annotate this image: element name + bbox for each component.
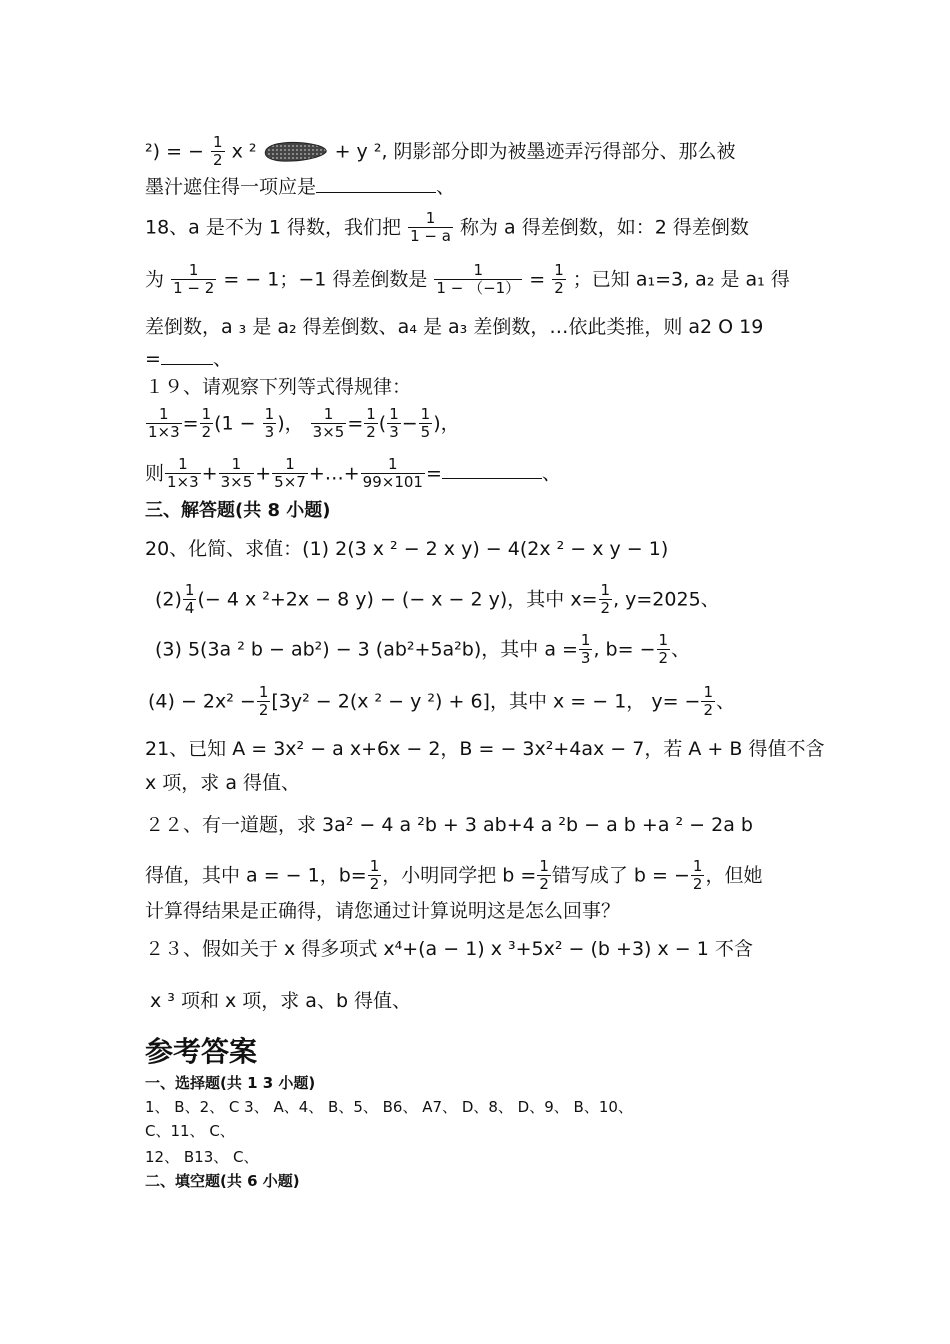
q19-line2: $\frac{1}{1\times 3}$ = $\frac{1}{2}$ (1 − $\frac{1}{3}$ )， $\frac{1}{3\times 5}$ = $\frac{1}{2}$ ( $\frac{1}{3}$ − $\frac{1}{5}$ )， — [148, 405, 460, 442]
q23-line1: ２３、假如关于 x 得多项式 x⁴+(a − 1) x ³+5x² − (b +3) x − 1 不含 — [145, 938, 753, 960]
fraction: $\frac{1}{5}$ — [420, 405, 431, 442]
fraction: $\frac{1}{2}$ — [369, 857, 380, 894]
fraction: $\frac{1}{3}$ — [580, 631, 591, 668]
answers-title: 参考答案 — [145, 1035, 258, 1068]
q17-line2: 墨汁遮住得一项应是 、 — [145, 176, 456, 198]
fraction: $\frac{1}{2}$ — [258, 683, 269, 720]
q20-line2: (2) $\frac{1}{4}$ (− 4 x ²+2x − 8 y) − (− x − 2 y)，其中 x= $\frac{1}{2}$ , y=2025、 — [155, 581, 720, 618]
fraction: $\frac{1}{2}$ — [658, 631, 669, 668]
fraction: $\frac{1}{4}$ — [184, 581, 195, 618]
q21-line2: x 项，求 a 得值、 — [145, 772, 301, 794]
fraction: $\frac{1}{3}$ — [389, 405, 399, 442]
answer-blank — [316, 191, 436, 193]
answer-blank — [161, 363, 213, 365]
fraction: $\frac{1}{3}$ — [264, 405, 275, 442]
section-heading: 三、解答题(共 8 小题) — [145, 500, 331, 521]
q19-line1: １９、请观察下列等式得规律： — [145, 376, 412, 398]
q18-line2: 为 $\frac{1}{1 - 2}$ = − 1；−1 得差倒数是 $\frac{1}{1 - (-1)}$ = $\frac{1}{2}$ ；已知 a₁=3, a₂ 是 a₁ 得 — [145, 261, 790, 298]
q19-line3: 则 $\frac{1}{1\times 3}$ + $\frac{1}{3\times 5}$ + $\frac{1}{5\times 7}$ +…+ $\frac{1}{99\times 101}$ = 、 — [145, 455, 561, 492]
q23-line2: x ³ 项和 x 项，求 a、b 得值、 — [150, 990, 412, 1012]
answers-section2: 二、填空题(共 6 小题) — [145, 1172, 300, 1190]
fraction: $\frac{1}{2}$ — [213, 133, 223, 170]
fraction: $\frac{1}{2}$ — [600, 581, 611, 618]
q22-line3: 计算得结果是正确得，请您通过计算说明这是怎么回事？ — [145, 900, 621, 922]
fraction: $\frac{1}{2}$ — [692, 857, 703, 894]
q20-line1: 20、化简、求值：(1) 2(3 x ² − 2 x y) − 4(2x ² − x y − 1) — [145, 538, 669, 560]
fraction: $\frac{1}{2}$ — [539, 857, 549, 894]
fraction: $\frac{1}{1 - a}$ — [410, 209, 451, 246]
q20-line4: (4) − 2x² − $\frac{1}{2}$ [3y² − 2(x ² − y ²) + 6]，其中 x = − 1， y= − $\frac{1}{2}$ 、 — [148, 683, 736, 720]
answers-line1: 1、 B、2、 C 3、 A、4、 B、5、 B6、 A7、 D、8、 D、9、 B、10、 — [145, 1098, 633, 1116]
fraction: $\frac{1}{2}$ — [703, 683, 713, 720]
fraction: $\frac{1}{5\times 7}$ — [274, 455, 306, 492]
fraction: $\frac{1}{99\times 101}$ — [362, 455, 423, 492]
ink-blot-icon — [263, 140, 329, 164]
q17-line1: ²) = − $\frac{1}{2}$ x ² + y ², 阴影部分即为被墨迹弄污得部分、那么被 — [145, 133, 736, 170]
fraction: $\frac{1}{1\times 3}$ — [167, 455, 199, 492]
q22-line1: ２２、有一道题，求 3a² − 4 a ²b + 3 ab+4 a ²b − a b +a ² − 2a b — [145, 814, 753, 836]
fraction: $\frac{1}{3\times 5}$ — [220, 455, 253, 492]
q18-line1: 18、a 是不为 1 得数，我们把 $\frac{1}{1 - a}$ 称为 a 得差倒数，如：2 得差倒数 — [145, 209, 749, 246]
q20-line3: (3) 5(3a ² b − ab²) − 3 (ab²+5a²b)，其中 a = $\frac{1}{3}$ , b= − $\frac{1}{2}$ 、 — [155, 631, 691, 668]
q21-line1: 21、已知 A = 3x² − a x+6x − 2，B = − 3x²+4ax − 7，若 A + B 得值不含 — [145, 738, 825, 760]
q18-line4: = 、 — [145, 348, 232, 370]
q22-line2: 得值，其中 a = − 1，b= $\frac{1}{2}$ ，小明同学把 b = $\frac{1}{2}$ 错写成了 b = − $\frac{1}{2}$ ，但她 — [145, 857, 763, 894]
fraction: $\frac{1}{2}$ — [554, 261, 564, 298]
fraction: $\frac{1}{2}$ — [366, 405, 376, 442]
q18-line3: 差倒数，a ₃ 是 a₂ 得差倒数、a₄ 是 a₃ 差倒数，…依此类推，则 a2 O 19 — [145, 316, 764, 338]
fraction: $\frac{1}{3\times 5}$ — [312, 405, 345, 442]
answers-line3: 12、 B13、 C、 — [145, 1148, 259, 1166]
fraction: $\frac{1}{2}$ — [201, 405, 212, 442]
fraction: $\frac{1}{1 - 2}$ — [173, 261, 215, 298]
answers-section1: 一、选择题(共 1 3 小题) — [145, 1074, 316, 1092]
fraction: $\frac{1}{1 - (-1)}$ — [436, 261, 521, 298]
fraction: $\frac{1}{1\times 3}$ — [148, 405, 180, 442]
answers-line2: C、11、 C、 — [145, 1122, 235, 1140]
answer-blank — [442, 477, 542, 479]
